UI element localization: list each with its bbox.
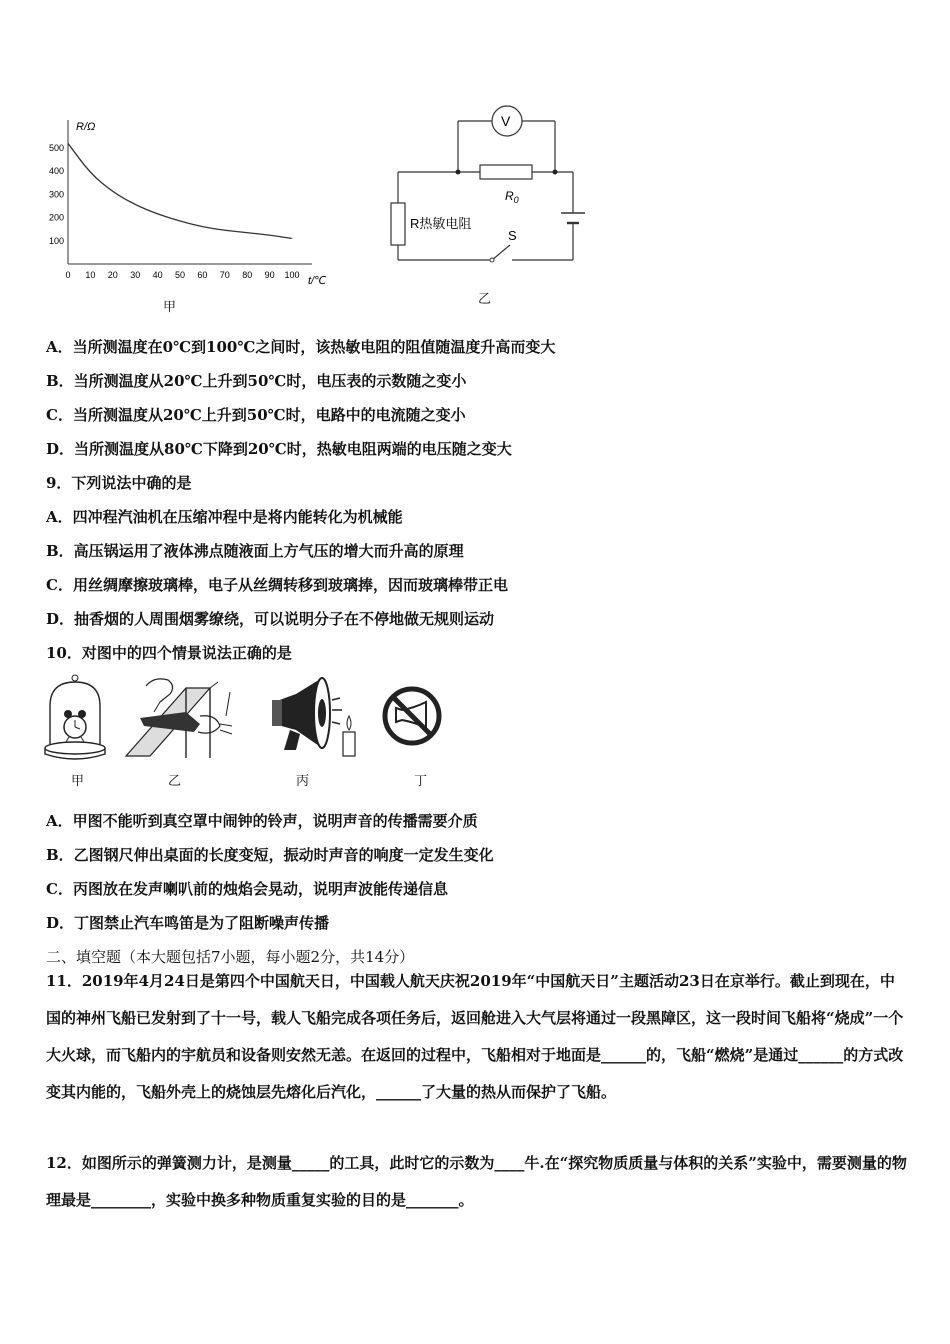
y-axis-label: R/Ω: [76, 121, 96, 133]
x-axis-label: t/℃: [308, 275, 327, 287]
x-tick-label: 90: [264, 270, 275, 280]
q10-caption-bing: 丙: [296, 774, 310, 789]
resistance-curve: [68, 143, 292, 238]
switch-pivot: [490, 258, 494, 262]
q9-option-b: B．高压锅运用了液体沸点随液面上方气压的增大而升高的原理: [46, 542, 464, 560]
candle-icon: [343, 732, 355, 756]
q10-option-d: D．丁图禁止汽车鸣笛是为了阻断噪声传播: [46, 914, 330, 932]
q8-option-a: A．当所测温度在0℃到100℃之间时，该热敏电阻的阻值随温度升高而变大: [46, 338, 556, 356]
q10-caption-ding: 丁: [414, 774, 428, 789]
junction-right: [553, 170, 558, 175]
x-tick-label: 0: [65, 270, 71, 280]
thermistor-label: R热敏电阻: [410, 216, 472, 231]
x-tick-label: 70: [219, 270, 230, 280]
x-tick-label: 30: [130, 270, 141, 280]
q10-option-a: A．甲图不能听到真空罩中闹钟的铃声，说明声音的传播需要介质: [46, 812, 478, 830]
voltmeter-label: V: [501, 113, 511, 129]
ruler-on-table-image: [124, 672, 244, 760]
q10-stem: 10．对图中的四个情景说法正确的是: [46, 644, 292, 662]
y-tick-label: 500: [48, 143, 64, 153]
q11-text: 11．2019年4月24日是第四个中国航天日，中国载人航天庆祝2019年“中国航天日”主题活动23日在京举行。截止到现在，中国的神州飞船已发射到了十一号，载人飞船完成各项任务后，返回舱进入大气层将通过一段黑障区，这一段时间飞船将“烧成”一个大火球，而飞船内的宇航员和设备则安然无恙。在返回的过程中，飞船相对于地面是______的，飞船“燃烧”是通过______的方式改变其内能的，飞船外壳上的烧蚀层先熔化后汽化，______了大量的热从而保护了飞船。: [46, 972, 904, 1101]
y-tick-label: 100: [48, 235, 64, 246]
resistor-r0: [480, 165, 532, 179]
resistance-temperature-graph: [40, 112, 340, 312]
y-tick-label: 400: [48, 166, 64, 177]
q9-stem: 9．下列说法中确的是: [46, 474, 192, 492]
x-tick-label: 10: [85, 270, 96, 280]
q10-option-c: C．丙图放在发声喇叭前的烛焰会晃动，说明声波能传递信息: [46, 880, 448, 898]
x-tick-label: 50: [174, 270, 186, 280]
thermistor: [391, 203, 405, 245]
q12-text: 12．如图所示的弹簧测力计，是测量_____的工具，此时它的示数为____牛.在“探究物质质量与体积的关系”实验中，需要测量的物理最是________，实验中换多种物质重复实验的目的是_______。: [46, 1154, 907, 1209]
x-tick-label: 20: [107, 270, 118, 280]
q8-option-b: B．当所测温度从20℃上升到50℃时，电压表的示数随之变小: [46, 372, 467, 390]
resistor-r0-label: $R_0$: [505, 189, 519, 205]
speaker-candle-image: [266, 672, 362, 760]
q10-option-b: B．乙图钢尺伸出桌面的长度变短，振动时声音的响度一定发生变化: [46, 846, 494, 864]
junction-left: [456, 170, 461, 175]
switch-label: S: [508, 228, 517, 243]
q9-option-c: C．用丝绸摩擦玻璃棒，电子从丝绸转移到玻璃捧，因而玻璃棒带正电: [46, 576, 508, 594]
circuit-caption: 乙: [478, 292, 492, 307]
x-tick-label: 100: [284, 270, 300, 280]
q10-caption-yi: 乙: [168, 774, 182, 789]
circuit-diagram: [380, 95, 590, 275]
no-horn-sign-image: [380, 672, 444, 760]
graph-caption: 甲: [163, 300, 177, 315]
x-tick-label: 40: [152, 270, 163, 280]
q10-caption-jia: 甲: [71, 774, 85, 789]
section-2-heading: 二、填空题（本大题包括7小题，每小题2分，共14分）: [46, 948, 415, 966]
q9-option-a: A．四冲程汽油机在压缩冲程中是将内能转化为机械能: [46, 508, 403, 526]
q8-option-c: C．当所测温度从20℃上升到50℃时，电路中的电流随之变小: [46, 406, 466, 424]
y-tick-label: 300: [48, 189, 64, 200]
q9-option-d: D．抽香烟的人周围烟雾缭绕，可以说明分子在不停地做无规则运动: [46, 610, 495, 628]
x-tick-label: 60: [197, 270, 208, 280]
x-tick-label: 80: [242, 270, 253, 280]
q8-option-d: D．当所测温度从80℃下降到20℃时，热敏电阻两端的电压随之变大: [46, 440, 512, 458]
bell-jar-clock-image: [42, 672, 108, 762]
y-tick-label: 200: [48, 212, 64, 223]
